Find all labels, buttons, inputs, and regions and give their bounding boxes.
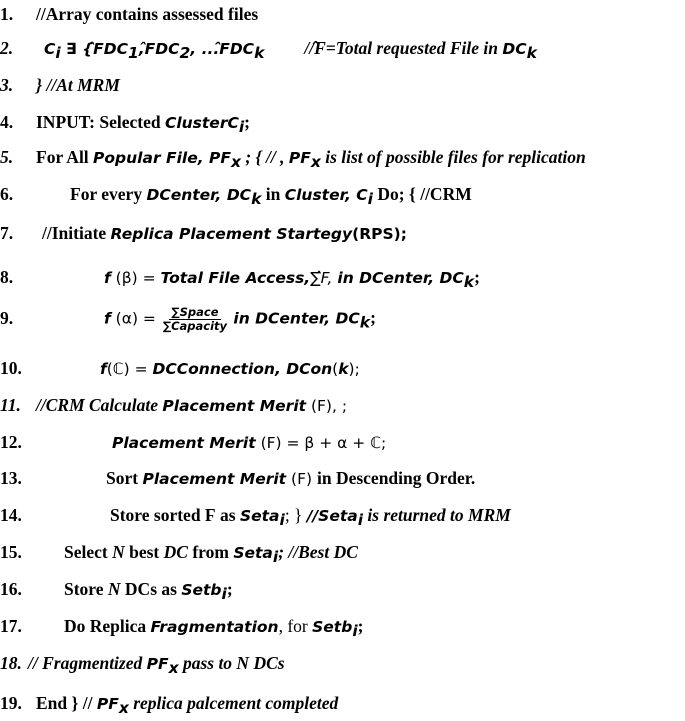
- fraction: $\frac{\text{∑Space}}{\text{∑Capacity}}$: [162, 305, 228, 333]
- line-number: 14.: [0, 505, 22, 525]
- algo-line-17: 17. Do Replica Fragmentation, for Setb$_i$;: [0, 616, 364, 640]
- algo-line-7: 7. //Initiate Replica Placement Startegy(RPS);: [0, 223, 407, 243]
- line-number: 9.: [0, 307, 14, 328]
- algo-line-1: [0, 3, 258, 25]
- line-number: 19.: [0, 693, 22, 713]
- line-number: 16.: [0, 579, 22, 599]
- algo-line-2: 2. $C_i$ ∃ {$̂FDC_1,̂FDC_2$, $...̂FDC_k$ //̂F=Total requested File in $DC_k$: [0, 38, 537, 62]
- line-number: 7.: [0, 223, 14, 243]
- algo-line-16: 16. Store N DCs as Setb$_i$;: [0, 579, 233, 603]
- algo-line-11: 11. //CRM Calculate Placement Merit (Ϝ), ;: [0, 395, 348, 415]
- algo-line-14: 14. Store sorted Ϝ as Seta$_i$; } //Seta$_i$ is returned to MRM: [0, 505, 511, 529]
- line-number: 15.: [0, 542, 22, 562]
- algo-line-8: 8. f (β) = Total File Access,∑̂F, in DCenter, $DC_k$;: [0, 267, 480, 291]
- algo-line-5: 5. For All Popular File, $PF_x$ ; { // , $PF_x$ is list of possible files for replication: [0, 147, 586, 171]
- algo-line-15: 15. Select N best DC from Seta$_i$; //Best DC: [0, 542, 358, 566]
- line-number: 4.: [0, 112, 14, 132]
- algo-line-19: 19. End } // $PF_x$ replica palcement completed: [0, 693, 339, 717]
- line-number: 2.: [0, 38, 14, 58]
- algo-line-6: 6. For every DCenter, $DC_k$ in Cluster, $C_i$ Do; { //CRM: [0, 184, 472, 208]
- line-number: 13.: [0, 468, 22, 488]
- line-number: 1.: [0, 4, 14, 24]
- algo-line-10: 10. f(ℂ) = DCConnection, DCon(k);: [0, 358, 360, 378]
- algo-line-18: 18. // Fragmentized $PF_x$ pass to N DCs: [0, 653, 285, 677]
- algo-line-4: 4. INPUT: Selected ClusterC$_i$;: [0, 112, 250, 136]
- line-number: 12.: [0, 432, 22, 452]
- line-number: 17.: [0, 616, 22, 636]
- line-number: 5.: [0, 147, 14, 167]
- comment-text: //̂F=Total requested File in: [304, 38, 503, 58]
- line-number: 10.: [0, 358, 22, 378]
- line-number: 8.: [0, 267, 14, 287]
- algo-line-12: 12. Placement Merit (Ϝ) = β + α + ℂ;: [0, 432, 387, 452]
- line-number: 3.: [0, 75, 14, 95]
- algo-line-9: 9. f (α) = $\frac{\text{∑Space}}{\text{∑Capacity}}$ in DCenter, $DC_k$;: [0, 305, 376, 333]
- comment-text: //Array contains assessed files: [36, 4, 259, 24]
- algo-line-3: 3. } //At MRM: [0, 75, 120, 95]
- line-number: 11.: [0, 395, 21, 415]
- algo-line-13: 13. Sort Placement Merit (Ϝ) in Descending Order.: [0, 468, 476, 488]
- line-number: 6.: [0, 184, 14, 204]
- line-number: 18.: [0, 653, 22, 673]
